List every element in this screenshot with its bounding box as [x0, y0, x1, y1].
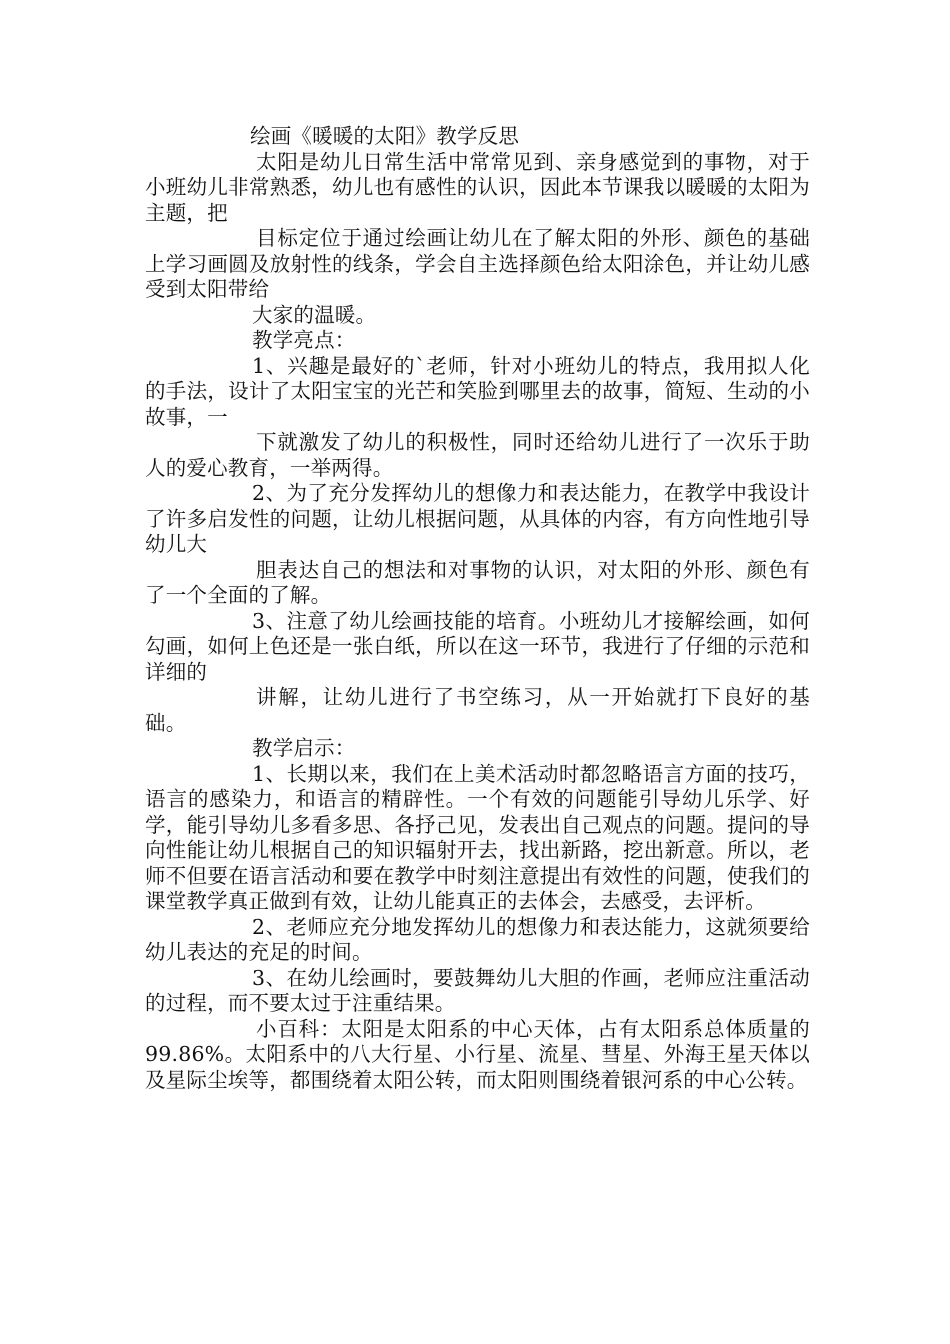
paragraph-highlight-3: 3、注意了幼儿绘画技能的培育。小班幼儿才接解绘画，如何勾画，如何上色还是一张白纸，所以在这一环节，我进行了仔细的示范和详细的 — [145, 608, 810, 684]
document-body — [145, 124, 810, 1093]
paragraph-insight-1: 1、长期以来，我们在上美术活动时都忽略语言方面的技巧，语言的感染力，和语言的精辟性。一个有效的问题能引导幼儿乐学、好学，能引导幼儿多看多思、各抒己见，发表出自己观点的问题。提问的导向性能让幼儿根据自己的知识辐射开去，找出新路，挖出新意。所以，老师不但要在语言活动和要在教学中时刻注意提出有效性的问题，使我们的课堂教学真正做到有效，让幼儿能真正的去体会，去感受，去评析。 — [145, 761, 810, 913]
paragraph-highlight-2-cont: 胆表达自己的想法和对事物的认识，对太阳的外形、颜色有了一个全面的了解。 — [145, 557, 810, 607]
heading-highlights: 教学亮点： — [252, 328, 356, 352]
paragraph-encyclopedia: 小百科：太阳是太阳系的中心天体，占有太阳系总体质量的99.86%。太阳系中的八大行星、小行星、流星、彗星、外海王星天体以及星际尘埃等，都围绕着太阳公转，而太阳则围绕着银河系的中心公转。 — [145, 1016, 810, 1092]
document-title: 绘画《暖暖的太阳》教学反思 — [250, 124, 520, 148]
paragraph-highlight-1: 1、兴趣是最好的`老师，针对小班幼儿的特点，我用拟人化的手法，设计了太阳宝宝的光芒和笑脸到哪里去的故事，简短、生动的小故事，一 — [145, 353, 810, 429]
paragraph-highlight-3-cont: 讲解，让幼儿进行了书空练习，从一开始就打下良好的基础。 — [145, 685, 810, 735]
paragraph-warmth: 大家的温暖。 — [252, 302, 377, 327]
paragraph-intro: 太阳是幼儿日常生活中常常见到、亲身感觉到的事物，对于小班幼儿非常熟悉，幼儿也有感性的认识，因此本节课我以暖暖的太阳为主题，把 — [145, 149, 810, 225]
paragraph-insight-2: 2、老师应充分地发挥幼儿的想像力和表达能力，这就须要给幼儿表达的充足的时间。 — [145, 914, 810, 964]
paragraph-goal: 目标定位于通过绘画让幼儿在了解太阳的外形、颜色的基础上学习画圆及放射性的线条，学会自主选择颜色给太阳涂色，并让幼儿感受到太阳带给 — [145, 226, 810, 301]
heading-insights: 教学启示： — [252, 736, 356, 760]
paragraph-highlight-1-cont: 下就激发了幼儿的积极性，同时还给幼儿进行了一次乐于助人的爱心教育，一举两得。 — [145, 430, 810, 480]
paragraph-highlight-2: 2、为了充分发挥幼儿的想像力和表达能力，在教学中我设计了许多启发性的问题，让幼儿根据问题，从具体的内容，有方向性地引导幼儿大 — [145, 481, 810, 556]
paragraph-insight-3: 3、在幼儿绘画时，要鼓舞幼儿大胆的作画，老师应注重活动的过程，而不要太过于注重结果。 — [145, 965, 810, 1015]
